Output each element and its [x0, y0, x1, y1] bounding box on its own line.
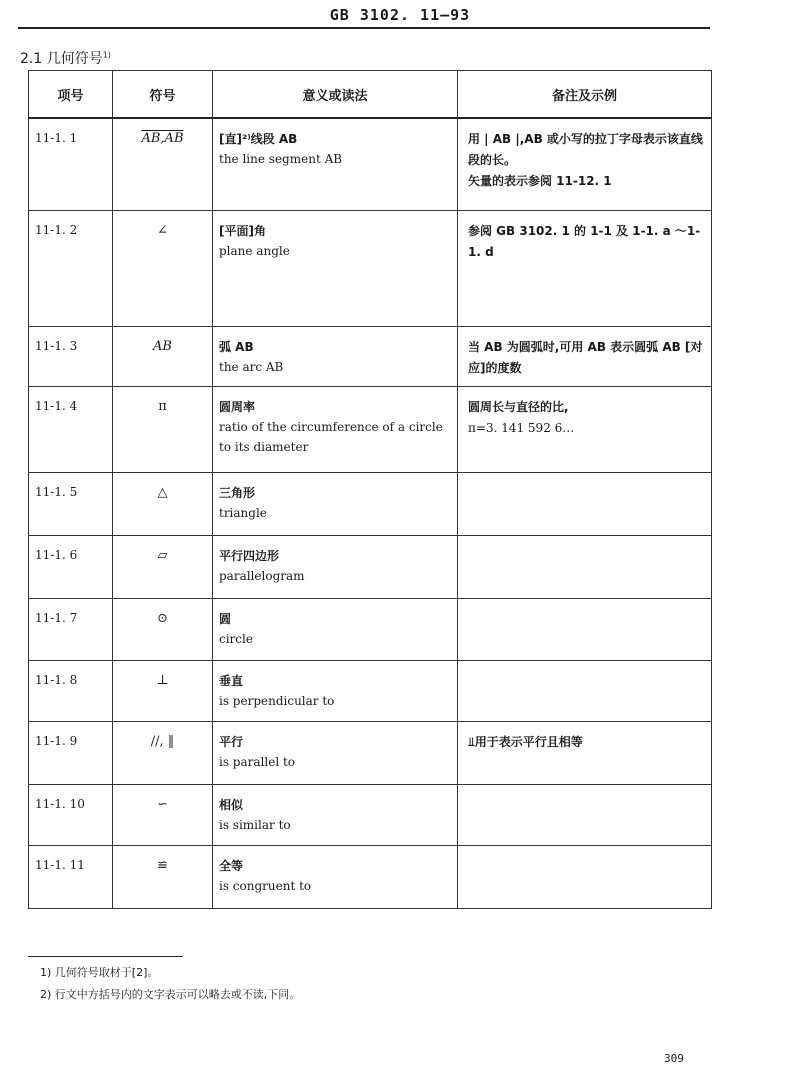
meaning: [213, 386, 458, 472]
item-number: 11-1. 10: [29, 784, 113, 845]
symbol-text: AB: [153, 338, 172, 354]
meaning-zh: [平面]角: [219, 223, 266, 238]
table-row: [29, 472, 712, 535]
table-row: [29, 721, 712, 784]
item-number: 11-1. 8: [29, 660, 113, 721]
meaning-en: triangle: [219, 505, 267, 520]
meaning-zh: 三角形: [219, 485, 256, 500]
meaning-zh: 弧 AB: [219, 339, 254, 354]
meaning-en: is congruent to: [219, 878, 312, 893]
meaning: [213, 845, 458, 908]
meaning-zh: 平行四边形: [219, 548, 280, 563]
remarks: [458, 326, 712, 386]
meaning-zh: 圆周率: [219, 399, 256, 414]
col-header-remarks: 备注及示例: [458, 71, 712, 119]
item-number: 11-1. 11: [29, 845, 113, 908]
table-row: [29, 210, 712, 326]
meaning-zh: 平行: [219, 734, 244, 749]
item-number: 11-1. 3: [29, 326, 113, 386]
meaning: [213, 472, 458, 535]
page-number: 309: [664, 1052, 684, 1065]
meaning-en: the line segment AB: [219, 152, 343, 166]
meaning: [213, 784, 458, 845]
footnote-1: 1) 几何符号取材于[2]。: [40, 966, 159, 979]
remarks: [458, 472, 712, 535]
col-header-symbol: 符号: [113, 71, 213, 119]
item-number: 11-1. 4: [29, 386, 113, 472]
symbol: //, ‖: [113, 721, 213, 784]
table-row: [29, 845, 712, 908]
symbol: ▱: [113, 535, 213, 598]
table-row: [29, 660, 712, 721]
meaning: [213, 326, 458, 386]
col-header-item-no: 项号: [29, 71, 113, 119]
meaning-en: is parallel to: [219, 754, 296, 769]
item-number: 11-1. 7: [29, 598, 113, 660]
footnote-marker: 1): [102, 50, 111, 60]
meaning: [213, 721, 458, 784]
remarks-line: 用 | AB |,AB 或小写的拉丁字母表示该直线段的长。: [468, 132, 703, 167]
symbol: [113, 118, 213, 210]
table-row: [29, 598, 712, 660]
item-number: 11-1. 1: [29, 118, 113, 210]
remarks-line: 矢量的表示参阅 11-12. 1: [468, 174, 612, 188]
symbol: ≌: [113, 845, 213, 908]
meaning: [213, 598, 458, 660]
symbol: ∠: [113, 210, 213, 326]
remarks: [458, 118, 712, 210]
table-header-row: [29, 71, 712, 119]
meaning-en: is perpendicular to: [219, 693, 335, 708]
item-number: 11-1. 5: [29, 472, 113, 535]
meaning-en: parallelogram: [219, 568, 305, 583]
geometry-symbols-table: [28, 70, 712, 909]
remarks-line: 圆周长与直径的比,: [468, 399, 569, 414]
remarks: [458, 721, 712, 784]
symbol-text: AB,AB: [141, 131, 184, 146]
meaning: [213, 660, 458, 721]
item-number: 11-1. 9: [29, 721, 113, 784]
remarks: [458, 845, 712, 908]
footnote-rule: [28, 956, 183, 957]
meaning-en: ratio of the circumference of a circle to its diameter: [219, 419, 443, 454]
table-row: [29, 784, 712, 845]
symbol: ⊙: [113, 598, 213, 660]
item-number: 11-1. 2: [29, 210, 113, 326]
table-row: [29, 535, 712, 598]
section-title-text: 2.1 几何符号: [20, 51, 103, 67]
remarks-line: ⫫用于表示平行且相等: [468, 734, 583, 749]
table-row: [29, 386, 712, 472]
meaning-en: is similar to: [219, 817, 291, 832]
meaning-en: circle: [219, 631, 253, 646]
meaning-zh: 垂直: [219, 673, 244, 688]
standard-header: GB 3102. 11—93: [329, 6, 471, 24]
symbol: [113, 326, 213, 386]
symbol: ⊥: [113, 660, 213, 721]
remarks: [458, 660, 712, 721]
col-header-meaning: 意义或读法: [213, 71, 458, 119]
meaning-zh: 相似: [219, 797, 244, 812]
remarks: [458, 535, 712, 598]
section-title: [20, 48, 111, 68]
meaning-zh: 圆: [219, 611, 232, 626]
header-rule: [18, 27, 710, 29]
symbol: △: [113, 472, 213, 535]
table-row: [29, 326, 712, 386]
meaning: [213, 535, 458, 598]
remarks-line: π=3. 141 592 6…: [468, 420, 575, 435]
symbol: π: [113, 386, 213, 472]
meaning-zh: 全等: [219, 858, 244, 873]
table-row: [29, 118, 712, 210]
symbol: ∽: [113, 784, 213, 845]
meaning-en: plane angle: [219, 243, 290, 258]
remarks: [458, 386, 712, 472]
meaning-zh: [直]²⁾线段 AB: [219, 132, 298, 146]
remarks-line: 参阅 GB 3102. 1 的 1-1 及 1-1. a ～1-1. d: [468, 223, 701, 259]
remarks: [458, 210, 712, 326]
remarks: [458, 784, 712, 845]
meaning: [213, 118, 458, 210]
footnote-2: 2) 行文中方括号内的文字表示可以略去或不读,下同。: [40, 988, 301, 1001]
remarks: [458, 598, 712, 660]
meaning-en: the arc AB: [219, 359, 284, 374]
remarks-line: 当 AB 为圆弧时,可用 AB 表示圆弧 AB [对应]的度数: [468, 339, 703, 375]
meaning: [213, 210, 458, 326]
item-number: 11-1. 6: [29, 535, 113, 598]
